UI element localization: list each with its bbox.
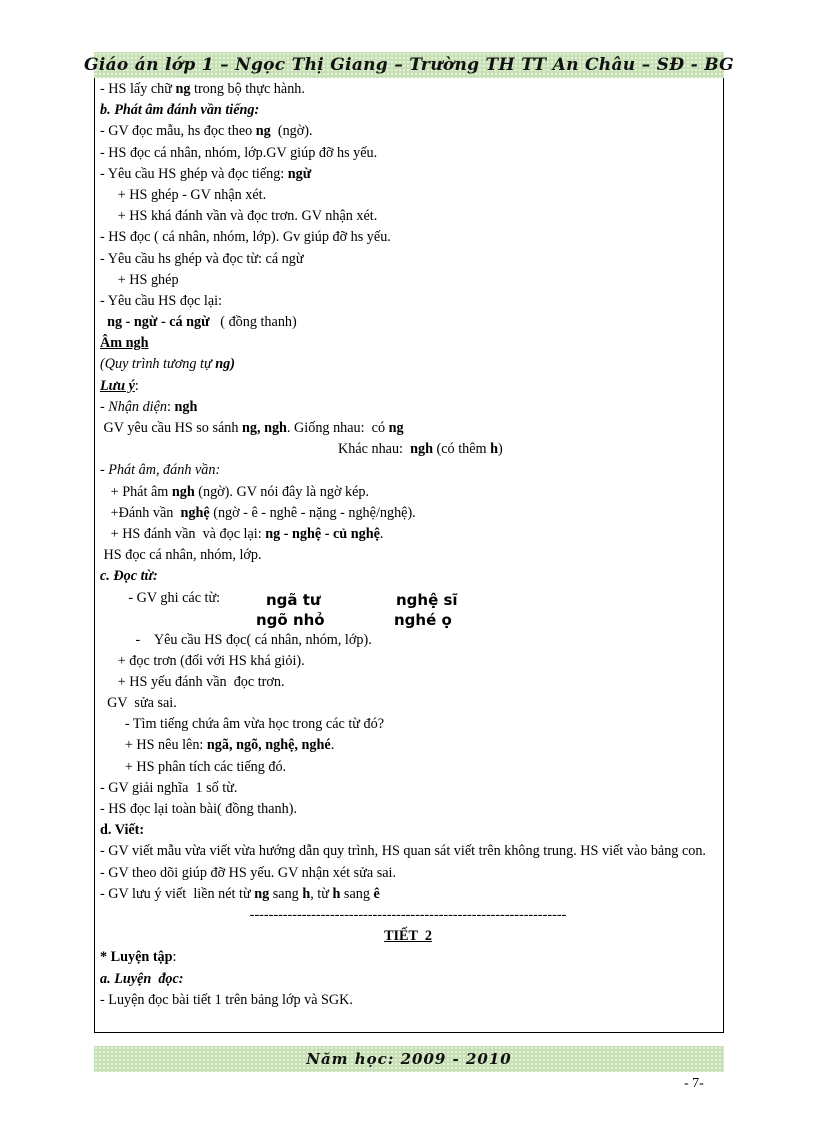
section-c-heading: c. Đọc từ: — [100, 568, 158, 585]
line-31: + HS nêu lên: ngã, ngõ, nghệ, nghé. — [100, 737, 335, 754]
line-6: + HS ghép - GV nhận xét. — [100, 186, 267, 203]
word-nghe-si: nghệ sĩ — [396, 590, 458, 609]
line-32: + HS phân tích các tiếng đó. — [100, 758, 287, 775]
line-5: - Yêu cầu HS ghép và đọc tiếng: ngừ — [100, 165, 312, 182]
line-27: + đọc trơn (đối với HS khá giỏi). — [100, 652, 305, 669]
line-8: - HS đọc ( cá nhân, nhóm, lớp). Gv giúp đỡ hs yếu. — [100, 229, 391, 246]
footer-text: Năm học: 2009 - 2010 — [306, 1050, 512, 1068]
line-28: + HS yếu đánh vần đọc trơn. — [100, 673, 285, 690]
section-b-heading: b. Phát âm đánh vần tiếng: — [100, 102, 260, 119]
section-d-heading: d. Viết: — [100, 822, 145, 839]
line-23: HS đọc cá nhân, nhóm, lớp. — [100, 547, 262, 564]
line-34: - HS đọc lại toàn bài( đồng thanh). — [100, 801, 298, 818]
line-29: GV sửa sai. — [100, 695, 177, 712]
line-43: - Luyện đọc bài tiết 1 trên bảng lớp và SGK. — [100, 991, 353, 1008]
luu-y-heading: Lưu ý: — [100, 377, 139, 394]
word-nghe-o: nghé ọ — [394, 610, 452, 629]
word-ngo-nho: ngõ nhỏ — [256, 610, 325, 629]
line-10: + HS ghép — [100, 271, 179, 288]
line-36: - GV viết mẫu vừa viết vừa hướng dẫn quy trình, HS quan sát viết trên không trung. HS viết vào bảng con. — [100, 843, 706, 860]
line-16: - Nhận diện: ngh — [100, 398, 198, 415]
am-ngh-heading: Âm ngh — [100, 335, 149, 352]
dashed-divider: ------------------------------------------------------------------- — [249, 906, 567, 923]
line-30: - Tìm tiếng chứa âm vừa học trong các từ đó? — [100, 716, 385, 733]
header-text: Giáo án lớp 1 – Ngọc Thị Giang – Trường TH TT An Châu – SĐ - BG — [84, 55, 734, 75]
line-26: - Yêu cầu HS đọc( cá nhân, nhóm, lớp). — [100, 631, 372, 648]
line-20: + Phát âm ngh (ngờ). GV nói đây là ngờ kép. — [100, 483, 370, 500]
luyen-tap-heading: * Luyện tập: — [100, 949, 177, 966]
line-7: + HS khá đánh vần và đọc trơn. GV nhận xét. — [100, 208, 378, 225]
line-25: - GV ghi các từ: — [100, 589, 221, 606]
line-19: - Phát âm, đánh vần: — [100, 462, 221, 479]
tiet-2-heading: TIẾT 2 — [384, 928, 432, 945]
word-nga-tu: ngã tư — [266, 590, 321, 609]
line-3: - GV đọc mẫu, hs đọc theo ng (ngờ). — [100, 123, 313, 140]
line-1: - HS lấy chữ ng trong bộ thực hành. — [100, 81, 305, 97]
line-33: - GV giải nghĩa 1 số từ. — [100, 779, 238, 796]
line-38: - GV lưu ý viết liền nét từ ng sang h, từ h sang ê — [100, 885, 380, 902]
line-12: ng - ngừ - cá ngừ ( đồng thanh) — [100, 314, 297, 331]
line-37: - GV theo dõi giúp đỡ HS yếu. GV nhận xét sửa sai. — [100, 864, 397, 881]
word-list — [100, 588, 716, 630]
page-number: - 7- — [684, 1076, 704, 1091]
line-17: GV yêu cầu HS so sánh ng, ngh. Giống nhau: có ng — [100, 420, 404, 437]
header-band — [84, 52, 734, 78]
line-18: Khác nhau: ngh (có thêm h) — [338, 441, 503, 458]
line-21: +Đánh vần nghệ (ngờ - ê - nghê - nặng - nghệ/nghệ). — [100, 504, 416, 521]
lesson-content — [100, 79, 716, 1011]
line-14: (Quy trình tương tự ng) — [100, 356, 235, 373]
section-a-heading: a. Luyện đọc: — [100, 970, 184, 987]
footer-band — [94, 1046, 724, 1072]
line-9: - Yêu cầu hs ghép và đọc từ: cá ngừ — [100, 250, 304, 267]
line-11: - Yêu cầu HS đọc lại: — [100, 292, 222, 309]
line-22: + HS đánh vần và đọc lại: ng - nghệ - củ nghệ. — [100, 525, 384, 542]
line-4: - HS đọc cá nhân, nhóm, lớp.GV giúp đỡ hs yếu. — [100, 144, 378, 161]
